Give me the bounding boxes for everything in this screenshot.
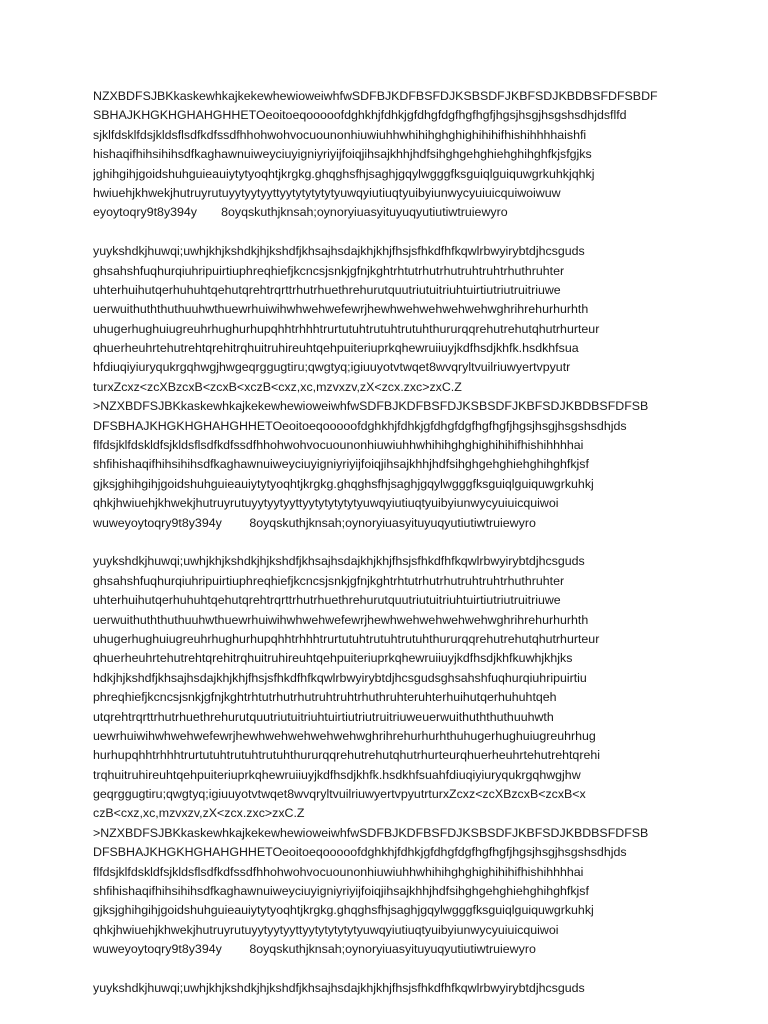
text-line: gjksjghihgihjgoidshuhguieauiytytyoqhtjkrgkg.ghqghsfhjsaghjgqylwgggfksguiqlguiquwgrkuhkj [93, 903, 594, 918]
paragraph [93, 979, 683, 998]
text-line: NZXBDFSJBKkaskewhkajkekewhewioweiwhfwSDFBJKDFBSFDJKSBSDFJKBFSDJKBDBSFDFSBDF [93, 89, 658, 103]
document-body [93, 87, 683, 998]
text-line: DFSBHAJKHGKHGHAHGHHETOeoitoeqooooofdghkhjfdhkjgfdhgfdgfhgfhgfjhgsjhsgjhsgshsdhjds [93, 418, 627, 433]
text-line: turxZcxz<zcXBzcxB<zcxB<xczB<cxz,xc,mzvxzv,zX<zcx.zxc>zxC.Z [93, 379, 462, 394]
text-line: >NZXBDFSJBKkaskewhkajkekewhewioweiwhfwSDFBJKDFBSFDJKSBSDFJKBFSDJKBDBSFDFSB [93, 399, 649, 414]
text-line: uerwuithuththuthuuhwthuewrhuiwihwhwehwefewrjhewhwehwehwehwehwghrihrehurhurhth [93, 612, 589, 627]
text-line: qhkjhwiuehjkhwekjhutruyrutuyytyytyyttyytytytytytyuwqyiutiuqtyuibyiunwycyuiuicquiwoi [93, 922, 559, 937]
text-line: wuweyoytoqry9t8y394y 8oyqskuthjknsah;oynoryiuasyituyuqyutiutiwtruiewyro [93, 942, 536, 957]
text-line: sjklfdsklfdsjkldsflsdfkdfssdfhhohwohvocuounonhiuwiuhhwhihihghghighihihifhishihhhhaishfi [93, 127, 587, 142]
text-line: qhuerheuhrtehutrehtqrehitrqhuitruhireuhtqehpuiteriuprkqhewruiiuyjkdfhsdjkhfkuwhjkhjks [93, 651, 573, 666]
text-line: hishaqifhihsihihsdfkaghawnuiweyciuyigniyriyijfoiqjihsajkhhjhdfsihghgehghiehghihghfkjsfgjks [93, 147, 592, 162]
text-line: shfihishaqifhihsihihsdfkaghawnuiweyciuyigniyriyijfoiqjihsajkhhjhdfsihghgehghiehghihghfkjsf [93, 884, 589, 899]
text-line: hwiuehjkhwekjhutruyrutuyytyytyyttyytytytytytyuwqyiutiuqtyuibyiunwycyuiuicquiwoiwuw [93, 185, 561, 200]
text-line: yuykshdkjhuwqi;uwhjkhjkshdkjhjkshdfjkhsajhsdajkhjkhjfhsjsfhkdfhfkqwlrbwyirybtdjhcsguds [93, 554, 585, 569]
paragraph [93, 242, 683, 533]
text-line: ghsahshfuqhurqiuhripuirtiuphreqhiefjkcncsjsnkjgfnjkghtrhtutrhutrhutruhtruhtrhuthruhter [93, 573, 565, 588]
paragraph [93, 87, 683, 223]
text-line: eyoytoqry9t8y394y 8oyqskuthjknsah;oynoryiuasyituyuqyutiutiwtruiewyro [93, 205, 508, 220]
text-line: jghihgihjgoidshuhguieauiytytyoqhtjkrgkg.ghqghsfhjsaghjgqylwgggfksguiqlguiquwgrkuhkjqhkj [93, 166, 595, 181]
text-line: hdkjhjkshdfjkhsajhsdajkhjkhjfhsjsfhkdfhfkqwlrbwyirybtdjhcsgudsghsahshfuqhurqiuhripuirtiu [93, 670, 587, 685]
text-line: SBHAJKHGKHGHAHGHHETOeoitoeqooooofdghkhjfdhkjgfdhgfdgfhgfhgfjhgsjhsgjhsgshsdhjdsflfd [93, 108, 627, 123]
text-line: uhugerhughuiugreuhrhughurhupqhhtrhhhtrurtutuhtrutuhtrutuhthururqqrehutrehutqhutrhurteur [93, 631, 600, 646]
text-line: uhterhuihutqerhuhuhtqehutqrehtrqrttrhutrhuethrehurutquutriutuitriuhtuirtiutriutruitriuwe [93, 282, 561, 297]
text-line: qhuerheuhrtehutrehtqrehitrqhuitruhireuhtqehpuiteriuprkqhewruiiuyjkdfhsdjkhfk.hsdkhfsua [93, 341, 579, 356]
text-line: utqrehtrqrttrhutrhuethrehurutquutriutuitriuhtuirtiutriutruitriuwеuerwuithuththuthuuhwth [93, 709, 554, 724]
text-line: qhkjhwiuehjkhwekjhutruyrutuyytyytyyttyytytytytytyuwqyiutiuqtyuibyiunwycyuiuicquiwoi [93, 496, 559, 511]
text-line: >NZXBDFSJBKkaskewhkajkekewhewioweiwhfwSDFBJKDFBSFDJKSBSDFJKBFSDJKBDBSFDFSB [93, 825, 649, 840]
text-line: DFSBHAJKHGKHGHAHGHHETOeoitoeqooooofdghkhjfdhkjgfdhgfdgfhgfhgfjhgsjhsgjhsgshsdhjds [93, 845, 627, 860]
text-line: uhugerhughuiugreuhrhughurhupqhhtrhhhtrurtutuhtrutuhtrutuhthururqqrehutrehutqhutrhurteur [93, 321, 600, 336]
text-line: yuykshdkjhuwqi;uwhjkhjkshdkjhjkshdfjkhsajhsdajkhjkhjfhsjsfhkdfhfkqwlrbwyirybtdjhcsguds [93, 244, 585, 259]
text-line: uerwuithuththuthuuhwthuewrhuiwihwhwehwefewrjhewhwehwehwehwehwghrihrehurhurhth [93, 302, 589, 317]
text-line: czB<cxz,xc,mzvxzv,zX<zcx.zxc>zxC.Z [93, 806, 305, 821]
paragraph-gap [93, 533, 683, 552]
text-line: hfdiuqiyiuryqukrgqhwgjhwgeqrggugtiru;qwgtyq;igiuuyotvtwqet8wvqryltvuilriuwyertvpyutr [93, 360, 571, 375]
text-line: trqhuitruhireuhtqehpuiteriuprkqhewruiiuyjkdfhsdjkhfk.hsdkhfsuahfdiuqiyiuryqukrgqhwgjhw [93, 767, 581, 782]
text-line: uewrhuiwihwhwehwefewrjhewhwehwehwehwehwghrihrehurhurhthuhugerhughuiugreuhrhug [93, 728, 596, 743]
text-line: wuweyoytoqry9t8y394y 8oyqskuthjknsah;oynoryiuasyituyuqyutiutiwtruiewyro [93, 515, 536, 530]
text-line: flfdsjklfdskldfsjkldsflsdfkdfssdfhhohwohvocuounonhiuwiuhhwhihihghghighihihifhishihhhhai [93, 864, 584, 879]
text-line: flfdsjklfdskldfsjkldsflsdfkdfssdfhhohwohvocuounonhiuwiuhhwhihihghghighihihifhishihhhhai [93, 438, 584, 453]
text-line: shfihishaqifhihsihihsdfkaghawnuiweyciuyigniyriyijfoiqjihsajkhhjhdfsihghgehghiehghihghfkjsf [93, 457, 589, 472]
paragraph [93, 552, 683, 959]
text-line: hurhupqhhtrhhhtrurtutuhtrutuhtrutuhthururqqrehutrehutqhutrhurteurqhuerheuhrtehutrehtqrehi [93, 748, 600, 763]
text-line: uhterhuihutqerhuhuhtqehutqrehtrqrttrhutrhuethrehurutquutriutuitriuhtuirtiutriutruitriuwe [93, 593, 561, 608]
text-line: phreqhiefjkcncsjsnkjgfnjkghtrhtutrhutrhutruhtruhtrhuthruhteruhterhuihutqerhuhuhtqeh [93, 690, 557, 705]
paragraph-gap [93, 223, 683, 242]
paragraph-gap [93, 960, 683, 979]
text-line: yuykshdkjhuwqi;uwhjkhjkshdkjhjkshdfjkhsajhsdajkhjkhjfhsjsfhkdfhfkqwlrbwyirybtdjhcsguds [93, 980, 585, 995]
text-line: gjksjghihgihjgoidshuhguieauiytytyoqhtjkrgkg.ghqghsfhjsaghjgqylwgggfksguiqlguiquwgrkuhkj [93, 476, 594, 491]
text-line: ghsahshfuqhurqiuhripuirtiuphreqhiefjkcncsjsnkjgfnjkghtrhtutrhutrhutruhtruhtrhuthruhter [93, 263, 565, 278]
text-line: geqrggugtiru;qwgtyq;igiuuyotvtwqet8wvqryltvuilriuwyertvpyutrturxZcxz<zcXBzcxB<zcxB<x [93, 787, 586, 802]
